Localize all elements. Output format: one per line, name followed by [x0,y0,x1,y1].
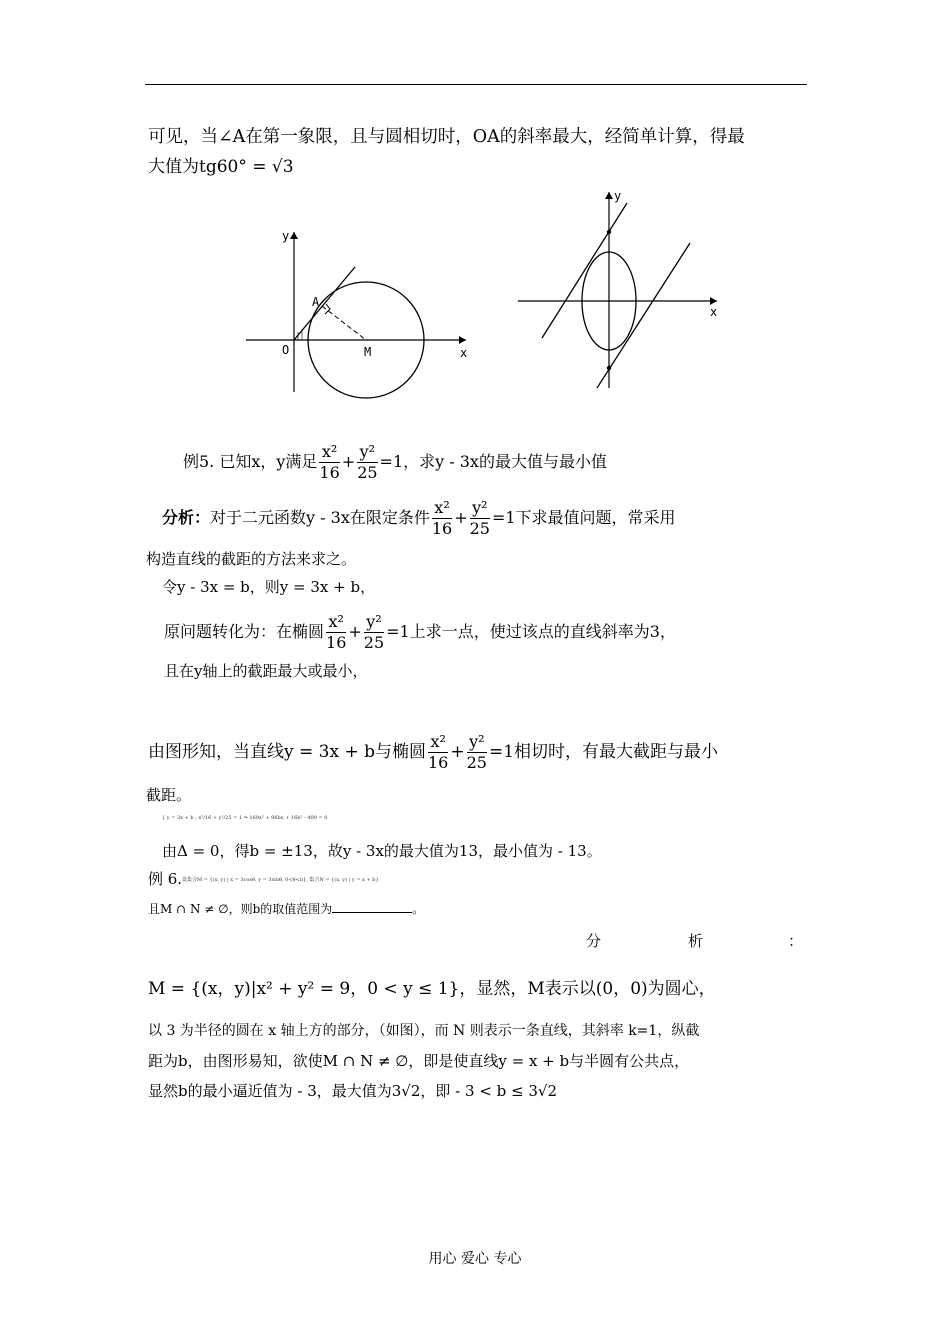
point-a-label: A [312,295,320,309]
fraction: $\frac{\text{y²}}{25}$ [363,612,385,652]
x-axis-label: x [460,346,468,360]
analysis-label-char: ： [788,932,804,950]
paragraph-line: 由Δ = 0，得b = ±13，故y - 3x的最大值为13，最小值为 - 13。 [162,842,602,860]
circle-tangent-figure [240,222,480,402]
paragraph-line: 大值为tg60° = √3 [148,157,294,177]
paragraph-line: 以 3 为半径的圆在 x 轴上方的部分，（如图），而 N 则表示一条直线，其斜率 k=1，纵截 [148,1023,700,1039]
fraction: $\frac{\text{x²}}{16}$ [428,732,449,772]
paragraph-line: 且在y轴上的截距最大或最小， [164,662,368,680]
paragraph-line: M = {(x，y)|x² + y² = 9，0 < y ≤ 1}，显然，M表示以(0，0)为圆心， [148,979,716,999]
paragraph-line: 构造直线的截距的方法来求之。 [146,550,357,568]
point-m-label: M [364,345,372,359]
footer: 用心 爱心 专心 [428,1251,522,1267]
paragraph-line: 令y - 3x = b，则y = 3x + b， [162,578,376,596]
paragraph-line: 截距。 [146,786,192,804]
header-rule [145,84,807,85]
fraction: $\frac{\text{x²}}{16}$ [326,612,347,652]
x-axis-label: x [710,305,718,319]
analysis-line: 分析：对于二元函数y - 3x在限定条件 $\frac{\text{x²}}{16}$ + $\frac{\text{y²}}{25}$ =1下求最值问题，常采用 [162,498,676,538]
example-6-line2: 且M ∩ N ≠ ∅，则b的取值范围为 。 [148,902,425,916]
tangent-sentence: 由图形知，当直线y = 3x + b与椭圆 $\frac{\text{x²}}{16}$ + $\frac{\text{y²}}{25}$ =1相切时，有最大截距与最小 [148,732,719,772]
example-5: 例5. 已知x，y满足 $\frac{\text{x²}}{16}$ + $\frac{\text{y²}}{25}$ =1，求y - 3x的最大值与最小值 [183,442,607,482]
paragraph-line: 显然b的最小逼近值为 - 3，最大值为3√2，即 - 3 < b ≤ 3√2 [148,1082,558,1100]
analysis-label-char: 分 [586,932,602,950]
origin-label: O [282,343,290,357]
y-axis-label: y [282,229,290,243]
reformulation-line: 原问题转化为：在椭圆 $\frac{\text{x²}}{16}$ + $\frac{\text{y²}}{25}$ =1上求一点，使过该点的直线斜率为3， [164,612,676,652]
analysis-label-char: 析 [688,932,704,950]
fraction: $\frac{\text{y²}}{25}$ [466,732,487,772]
fraction: $\frac{\text{x²}}{16}$ [431,498,453,538]
fraction: $\frac{\text{y²}}{25}$ [469,498,490,538]
y-axis-label: y [614,189,622,203]
fraction: $\frac{\text{x²}}{16}$ [319,442,340,482]
fraction: $\frac{\text{y²}}{25}$ [357,442,378,482]
paragraph-line: 可见，当∠A在第一象限，且与圆相切时，OA的斜率最大，经简单计算，得最 [148,127,745,147]
equation-system-small: { y = 3x + b ; x²/16 + y²/25 = 1 ⇒ 169x² + 96bx + 16b² - 400 = 0 [162,815,328,821]
example-6-label: 例 6. [148,870,183,888]
answer-blank [332,900,412,913]
paragraph-line: 距为b，由图形易知，欲使M ∩ N ≠ ∅，即是使直线y = x + b与半圆有公共点， [148,1052,690,1070]
example-6-statement-small: 设集合M = {(x, y) | x = 3cosθ, y = 3sinθ, 0<θ<π}, 集合N = {(x, y) | y = x + b} [182,877,379,883]
ellipse-tangent-figure [512,188,727,400]
